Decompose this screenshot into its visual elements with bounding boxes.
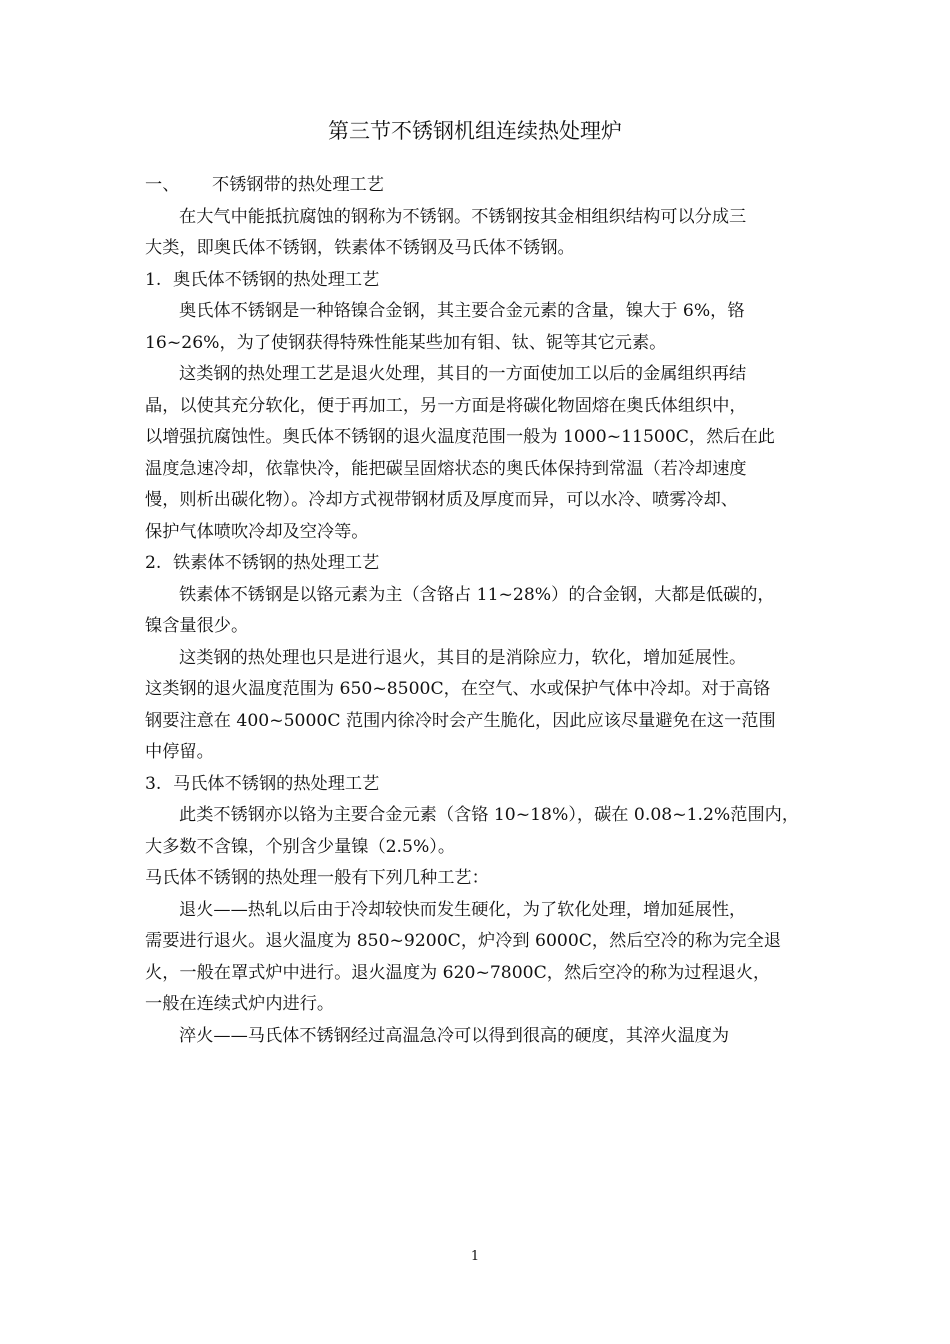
paragraph-line: 在大气中能抵抗腐蚀的钢称为不锈钢。不锈钢按其金相组织结构可以分成三 — [179, 206, 747, 227]
subsection-number: 2. — [145, 553, 162, 573]
paragraph-line: 大多数不含镍，个别含少量镍（2.5%）。 — [145, 836, 456, 857]
paragraph-line: 奥氏体不锈钢是一种铬镍合金钢，其主要合金元素的含量，镍大于 6%，铬 — [179, 301, 745, 321]
subsection-title: 铁素体不锈钢的热处理工艺 — [173, 553, 380, 573]
subsection-number: 1. — [145, 269, 162, 290]
subsection-heading — [145, 548, 810, 580]
paragraph-line: 中停留。 — [145, 742, 214, 762]
paragraph-line: 铁素体不锈钢是以铬元素为主（含铬占 11~28%）的合金钢，大都是低碳的， — [179, 584, 775, 605]
paragraph-line: 大类，即奥氏体不锈钢，铁素体不锈钢及马氏体不锈钢。 — [145, 238, 575, 258]
paragraph-line: 这类钢的热处理也只是进行退火，其目的是消除应力，软化，增加延展性。 — [179, 647, 747, 668]
paragraph-line: 马氏体不锈钢的热处理一般有下列几种工艺： — [145, 868, 489, 888]
paragraph-line: 钢要注意在 400~5000C 范围内徐冷时会产生脆化，因此应该尽量避免在这一范围 — [145, 710, 776, 731]
paragraph-line: 晶，以使其充分软化，便于再加工，另一方面是将碳化物固熔在奥氏体组织中， — [145, 395, 747, 416]
subsection-heading — [145, 265, 810, 297]
paragraph-line: 16~26%，为了使钢获得特殊性能某些加有钼、钛、铌等其它元素。 — [145, 332, 667, 353]
paragraph-line: 需要进行退火。退火温度为 850~9200C，炉冷到 6000C，然后空冷的称为完全退 — [145, 931, 781, 951]
paragraph-line: 温度急速冷却，依靠快冷，能把碳呈固熔状态的奥氏体保持到常温（若冷却速度 — [145, 458, 747, 479]
page-title: 第三节不锈钢机组连续热处理炉 — [328, 119, 622, 143]
subsection-heading — [145, 769, 810, 801]
paragraph-line: 退火——热轧以后由于冷却较快而发生硬化，为了软化处理，增加延展性， — [179, 899, 747, 920]
paragraph-line: 淬火——马氏体不锈钢经过高温急冷可以得到很高的硬度，其淬火温度为 — [179, 1025, 730, 1046]
paragraph-line: 此类不锈钢亦以铬为主要合金元素（含铬 10~18%），碳在 0.08~1.2%范围内， — [179, 805, 800, 825]
subsection-number: 3. — [145, 773, 162, 794]
page-number: 1 — [470, 1249, 480, 1264]
section-number: 一、 — [145, 175, 180, 195]
paragraph-line: 慢，则析出碳化物）。冷却方式视带钢材质及厚度而异，可以水冷、喷雾冷却、 — [145, 490, 738, 510]
subsection-title: 马氏体不锈钢的热处理工艺 — [173, 773, 380, 794]
section-title: 不锈钢带的热处理工艺 — [212, 175, 384, 195]
paragraph-line: 镍含量很少。 — [145, 616, 249, 636]
paragraph-line: 保护气体喷吹冷却及空冷等。 — [145, 521, 369, 542]
section-heading — [145, 170, 810, 202]
paragraph-line: 一般在连续式炉内进行。 — [145, 994, 335, 1014]
paragraph-line: 这类钢的退火温度范围为 650~8500C，在空气、水或保护气体中冷却。对于高铬 — [145, 679, 771, 699]
document-body — [145, 170, 810, 1052]
paragraph-line: 火，一般在罩式炉中进行。退火温度为 620~7800C，然后空冷的称为过程退火， — [145, 962, 771, 983]
subsection-title: 奥氏体不锈钢的热处理工艺 — [173, 269, 380, 290]
paragraph-line: 以增强抗腐蚀性。奥氏体不锈钢的退火温度范围一般为 1000~11500C，然后在此 — [145, 427, 775, 447]
paragraph-line: 这类钢的热处理工艺是退火处理，其目的一方面使加工以后的金属组织再结 — [179, 364, 747, 384]
